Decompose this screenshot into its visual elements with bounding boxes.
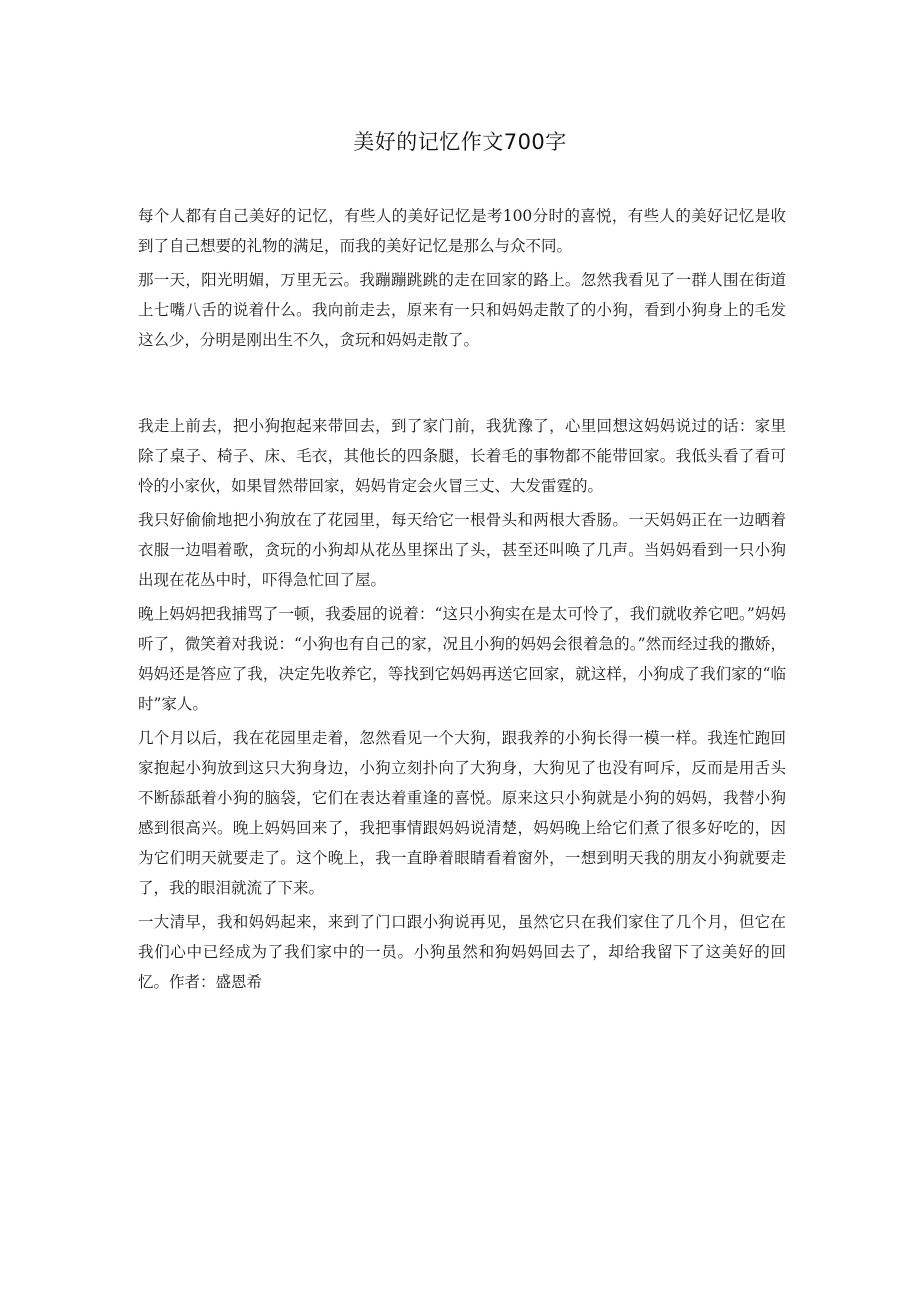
paragraph-5: 晚上妈妈把我捕骂了一顿，我委屈的说着：“这只小狗实在是太可怜了，我们就收养它吧。”妈妈听了，微笑着对我说：“小狗也有自己的家，况且小狗的妈妈会很着急的。”然而经过我的撒娇，妈妈还是答应了我，决定先收养它，等找到它妈妈再送它回家，就这样，小狗成了我们家的“临时”家人。 xyxy=(138,605,786,713)
paragraph-2: 那一天，阳光明媚，万里无云。我蹦蹦跳跳的走在回家的路上。忽然我看见了一群人围在街道上七嘴八舌的说着什么。我向前走去，原来有一只和妈妈走散了的小狗，看到小狗身上的毛发这么少，分明是刚出生不久，贪玩和妈妈走散了。 xyxy=(138,271,786,349)
paragraph-4: 我只好偷偷地把小狗放在了花园里，每天给它一根骨头和两根大香肠。一天妈妈正在一边晒着衣服一边唱着歌，贪玩的小狗却从花丛里探出了头，甚至还叫唤了几声。当妈妈看到一只小狗出现在花丛中时，吓得急忙回了屋。 xyxy=(138,511,786,589)
paragraph-spacer xyxy=(138,355,786,411)
paragraph-3: 我走上前去，把小狗抱起来带回去，到了家门前，我犹豫了，心里回想这妈妈说过的话：家里除了桌子、椅子、床、毛衣，其他长的四条腿，长着毛的事物都不能带回家。我低头看了看可怜的小家伙，如果冒然带回家，妈妈肯定会火冒三丈、大发雷霆的。 xyxy=(138,417,786,495)
paragraph-6: 几个月以后，我在花园里走着，忽然看见一个大狗，跟我养的小狗长得一模一样。我连忙跑回家抱起小狗放到这只大狗身边，小狗立刻扑向了大狗身，大狗见了也没有呵斥，反而是用舌头不断舔舐着小狗的脑袋，它们在表达着重逢的喜悦。原来这只小狗就是小狗的妈妈，我替小狗感到很高兴。晚上妈妈回来了，我把事情跟妈妈说清楚，妈妈晚上给它们煮了很多好吃的，因为它们明天就要走了。这个晚上，我一直睁着眼睛看着窗外，一想到明天我的朋友小狗就要走了，我的眼泪就流了下来。 xyxy=(138,729,786,897)
essay-body xyxy=(138,201,786,997)
paragraph-7: 一大清早，我和妈妈起来，来到了门口跟小狗说再见，虽然它只在我们家住了几个月，但它在我们心中已经成为了我们家中的一员。小狗虽然和狗妈妈回去了，却给我留下了这美好的回忆。作者：盛恩希 xyxy=(138,913,786,991)
paragraph-1: 每个人都有自己美好的记忆，有些人的美好记忆是考100分时的喜悦，有些人的美好记忆是收到了自己想要的礼物的满足，而我的美好记忆是那么与众不同。 xyxy=(138,207,786,255)
page-title: 美好的记忆作文700字 xyxy=(353,130,567,154)
